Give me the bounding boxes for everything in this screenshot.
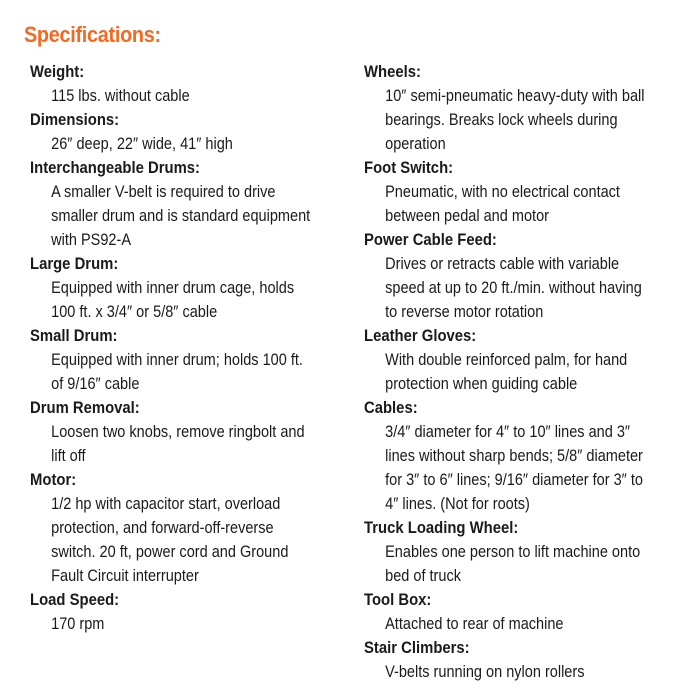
spec-item: [364, 60, 684, 156]
spec-item: [364, 516, 684, 588]
spec-item: [364, 588, 684, 636]
spec-item: [30, 396, 340, 468]
spec-description-line: bed of truck: [385, 567, 461, 585]
spec-label: Tool Box:: [364, 591, 432, 609]
spec-description-line: speed at up to 20 ft./min. without having: [385, 279, 642, 297]
spec-item: [30, 108, 340, 156]
spec-description-line: With double reinforced palm, for hand: [385, 351, 628, 369]
spec-description-line: protection, and forward-off-reverse: [51, 519, 274, 537]
spec-label: Stair Climbers:: [364, 639, 470, 657]
spec-description-line: switch. 20 ft, power cord and Ground: [51, 543, 289, 561]
spec-label: Motor:: [30, 471, 77, 489]
spec-description-line: 26″ deep, 22″ wide, 41″ high: [51, 135, 233, 153]
spec-description-line: with PS92-A: [51, 231, 132, 249]
spec-description-line: operation: [385, 135, 446, 153]
spec-description-line: Enables one person to lift machine onto: [385, 543, 641, 561]
spec-description-line: bearings. Breaks lock wheels during: [385, 111, 618, 129]
spec-label: Truck Loading Wheel:: [364, 519, 519, 537]
spec-item: [30, 588, 340, 636]
spec-description-line: Loosen two knobs, remove ringbolt and: [51, 423, 305, 441]
spec-description-line: Equipped with inner drum; holds 100 ft.: [51, 351, 303, 369]
spec-description-line: Fault Circuit interrupter: [51, 567, 199, 585]
spec-description-line: 115 lbs. without cable: [51, 87, 190, 105]
spec-label: Small Drum:: [30, 327, 118, 345]
spec-description-line: 4″ lines. (Not for roots): [385, 495, 530, 513]
spec-description-line: lift off: [51, 447, 86, 465]
spec-item: [364, 324, 684, 396]
spec-item: [30, 60, 340, 108]
spec-item: [364, 396, 684, 516]
spec-label: Weight:: [30, 63, 85, 81]
spec-item: [30, 156, 340, 252]
spec-description-line: of 9/16″ cable: [51, 375, 140, 393]
spec-item: [30, 468, 340, 588]
spec-label: Wheels:: [364, 63, 421, 81]
spec-description-line: Drives or retracts cable with variable: [385, 255, 620, 273]
spec-label: Drum Removal:: [30, 399, 140, 417]
spec-description-line: 170 rpm: [51, 615, 105, 633]
spec-description-line: protection when guiding cable: [385, 375, 578, 393]
spec-description-line: between pedal and motor: [385, 207, 549, 225]
spec-label: Foot Switch:: [364, 159, 454, 177]
spec-item: [364, 156, 684, 228]
right-spec-column: [364, 60, 684, 684]
left-spec-column: [30, 60, 340, 636]
spec-label: Power Cable Feed:: [364, 231, 497, 249]
spec-label: Large Drum:: [30, 255, 119, 273]
spec-label: Cables:: [364, 399, 418, 417]
page-title: Specifications:: [24, 22, 161, 47]
spec-description-line: for 3″ to 6″ lines; 9/16″ diameter for 3″ to: [385, 471, 643, 489]
spec-description-line: 10″ semi-pneumatic heavy-duty with ball: [385, 87, 645, 105]
spec-description-line: Equipped with inner drum cage, holds: [51, 279, 295, 297]
spec-description-line: smaller drum and is standard equipment: [51, 207, 311, 225]
spec-description-line: 100 ft. x 3/4″ or 5/8″ cable: [51, 303, 218, 321]
spec-description-line: to reverse motor rotation: [385, 303, 544, 321]
spec-label: Load Speed:: [30, 591, 120, 609]
spec-item: [30, 324, 340, 396]
spec-item: [364, 636, 684, 684]
spec-label: Leather Gloves:: [364, 327, 477, 345]
spec-description-line: lines without sharp bends; 5/8″ diameter: [385, 447, 643, 465]
spec-item: [364, 228, 684, 324]
spec-description-line: 3/4″ diameter for 4″ to 10″ lines and 3″: [385, 423, 631, 441]
spec-label: Dimensions:: [30, 111, 120, 129]
spec-description-line: 1/2 hp with capacitor start, overload: [51, 495, 281, 513]
spec-description-line: A smaller V-belt is required to drive: [51, 183, 276, 201]
spec-description-line: V-belts running on nylon rollers: [385, 663, 585, 681]
spec-item: [30, 252, 340, 324]
spec-description-line: Attached to rear of machine: [385, 615, 564, 633]
spec-description-line: Pneumatic, with no electrical contact: [385, 183, 620, 201]
spec-label: Interchangeable Drums:: [30, 159, 201, 177]
